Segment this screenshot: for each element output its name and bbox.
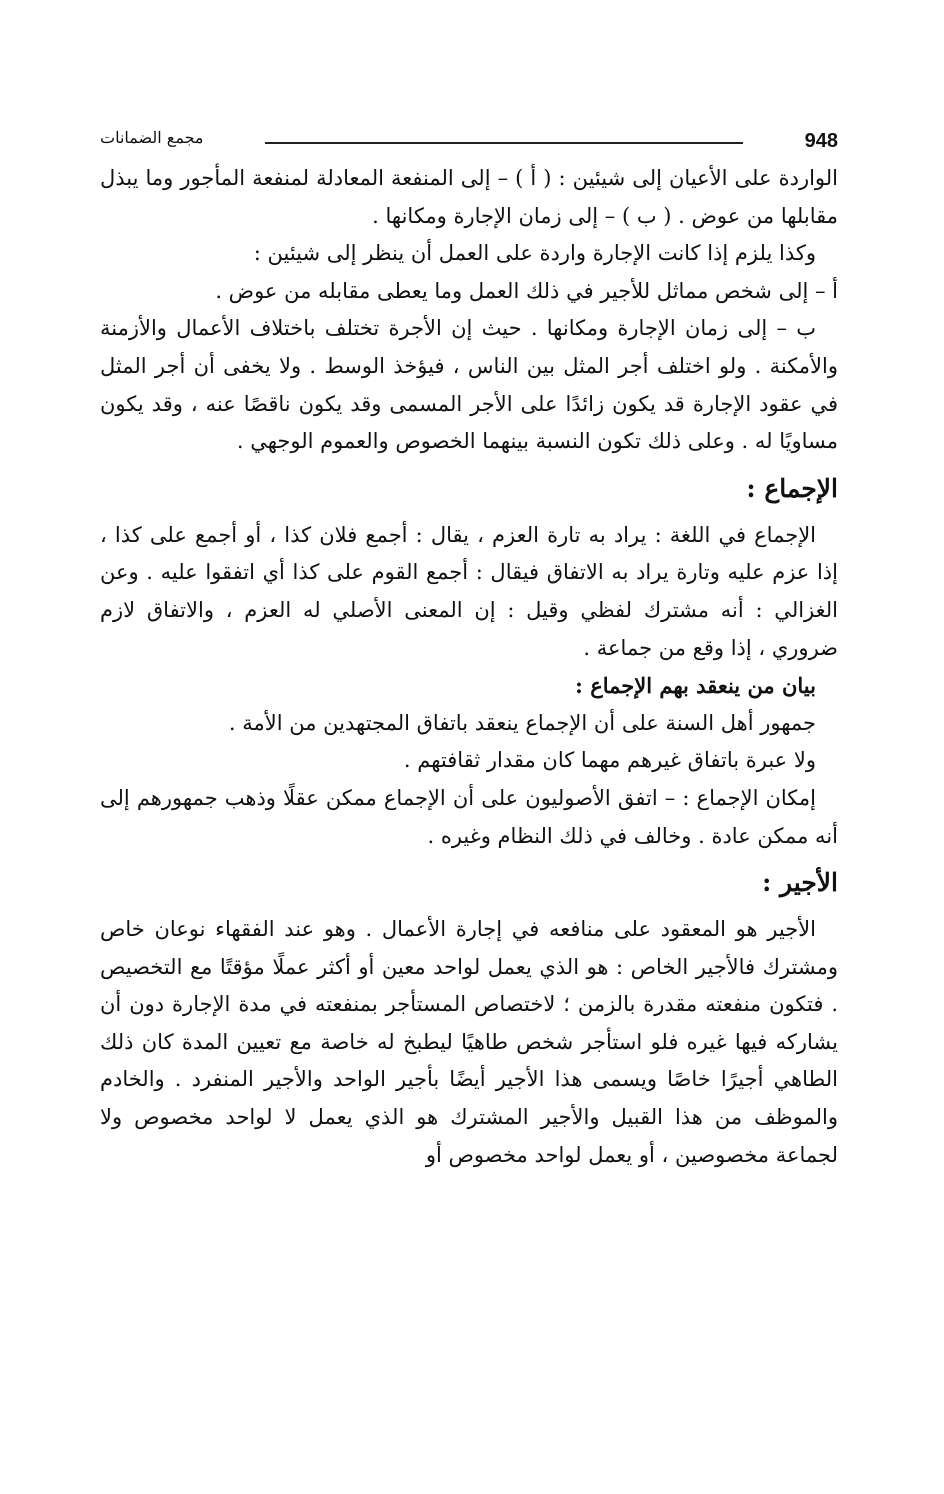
paragraph: وكذا يلزم إذا كانت الإجارة واردة على العمل أن ينظر إلى شيئين : [253, 241, 816, 266]
section-heading-ajir: الأجير : [762, 868, 838, 898]
section-heading-ijma: الإجماع : [746, 473, 838, 503]
paragraph: إمكان الإجماع : – اتفق الأصوليون على أن الإجماع ممكن عقلًا وذهب جمهورهم إلى أنه ممكن عادة . وخالف في ذلك النظام وغيره . [100, 785, 838, 848]
page-number: 948 [804, 130, 838, 152]
paragraph: أ – إلى شخص مماثل للأجير في ذلك العمل وما يعطى مقابله من عوض . [215, 278, 838, 303]
subsection-heading: بيان من ينعقد بهم الإجماع : [575, 673, 816, 699]
paragraph: ولا عبرة باتفاق غيرهم مهما كان مقدار ثقافتهم . [403, 748, 816, 773]
running-head [100, 120, 838, 160]
paragraph: الإجماع في اللغة : يراد به تارة العزم ، يقال : أجمع فلان كذا ، أو أجمع على كذا ، إذا عزم عليه وتارة يراد به الاتفاق فيقال : أجمع القوم على كذا أي اتفقوا عليه . وعن الغزالي : أنه مشترك لفظي وقيل : إن المعنى الأصلي له العزم ، والاتفاق لازم ضروري ، إذا وقع من جماعة . [100, 522, 838, 660]
paragraph: الواردة على الأعيان إلى شيئين : ( أ ) – إلى المنفعة المعادلة لمنفعة المأجور وما يبذل مقابلها من عوض . ( ب ) – إلى زمان الإجارة ومكانها . [100, 166, 838, 228]
page-body [100, 160, 838, 1174]
header-rule [265, 142, 743, 144]
paragraph: الأجير هو المعقود على منافعه في إجارة الأعمال . وهو عند الفقهاء نوعان خاص ومشترك فالأجير الخاص : هو الذي يعمل لواحد معين أو أكثر عملًا مؤقتًا مع التخصيص . فتكون منفعته مقدرة بالزمن ؛ لاختصاص المستأجر بمنفعته في مدة الإجارة دون أن يشاركه فيها غيره فلو استأجر شخص طاهيًا ليطبخ له خاصة مع تعيين المدة كان ذلك الطاهي أجيرًا خاصًا ويسمى هذا الأجير أيضًا بأجير الواحد والأجير المنفرد . والخادم والموظف من هذا القبيل والأجير المشترك هو الذي يعمل لا لواحد مخصوص ولا لجماعة مخصوصين ، أو يعمل لواحد مخصوص أو [100, 917, 838, 1167]
book-page [100, 120, 838, 1174]
paragraph: جمهور أهل السنة على أن الإجماع ينعقد باتفاق المجتهدين من الأمة . [228, 710, 816, 735]
paragraph: ب – إلى زمان الإجارة ومكانها . حيث إن الأجرة تختلف باختلاف الأعمال والأزمنة والأمكنة . ولو اختلف أجر المثل بين الناس ، فيؤخذ الوسط . ولا يخفى أن أجر المثل في عقود الإجارة قد يكون زائدًا على الأجر المسمى وقد يكون ناقصًا عنه ، وقد يكون مساويًا له . وعلى ذلك تكون النسبة بينهما الخصوص والعموم الوجهي . [100, 316, 838, 454]
book-title: مجمع الضمانات [100, 128, 204, 147]
